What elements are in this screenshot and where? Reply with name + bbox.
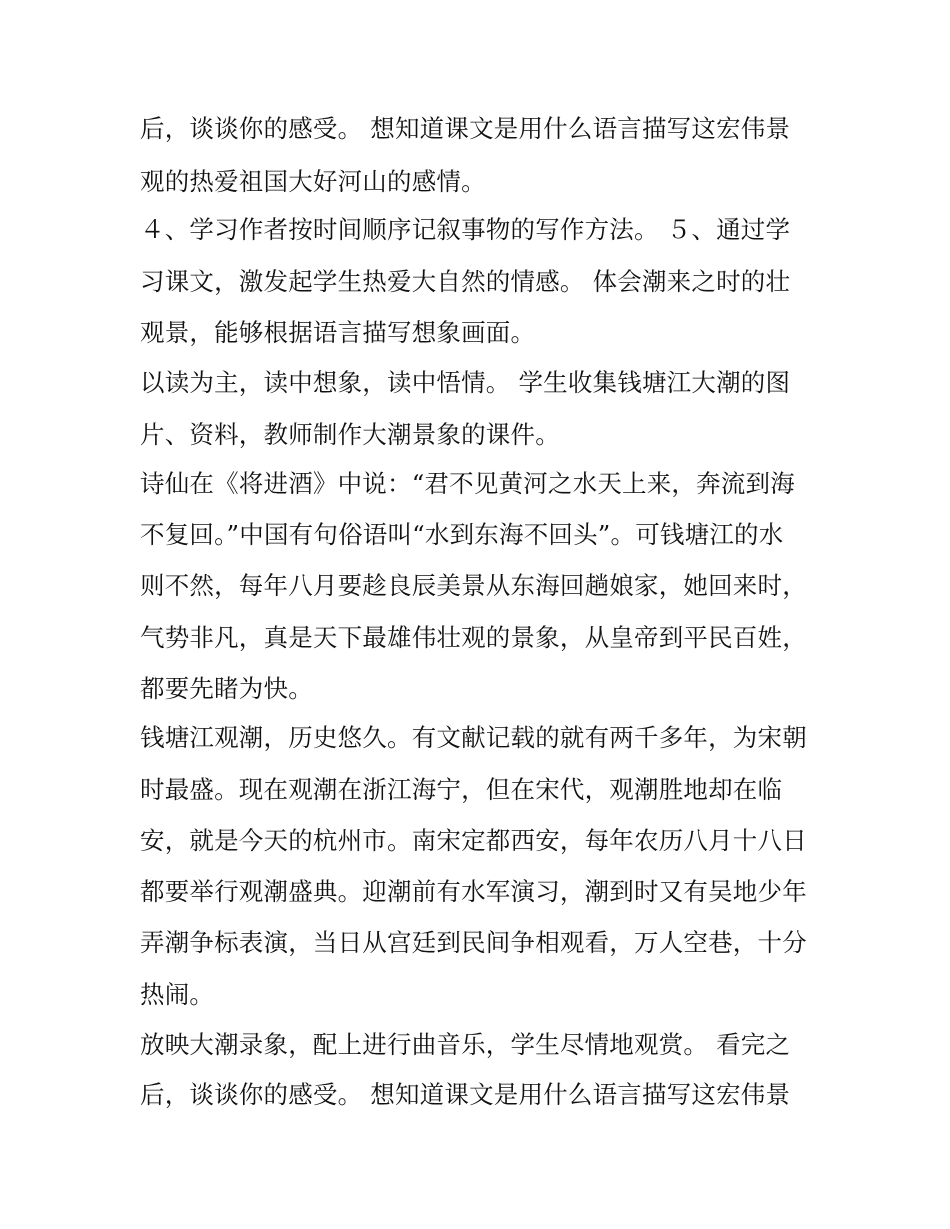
text-line: 弄潮争标表演，当日从宫廷到民间争相观看，万人空巷，十分 — [140, 928, 807, 957]
text-line: 都要先睹为快。 — [140, 674, 313, 703]
text-line: 以读为主，读中想象，读中悟情。 学生收集钱塘江大潮的图 — [140, 368, 791, 397]
text-line: 观景，能够根据语言描写想象画面。 — [140, 318, 536, 347]
text-line: 后，谈谈你的感受。 想知道课文是用什么语言描写这宏伟景 — [140, 1080, 791, 1109]
text-line: 习课文，激发起学生热爱大自然的情感。 体会潮来之时的壮 — [140, 267, 791, 296]
text-line: 不复回。”中国有句俗语叫“水到东海不回头”。可钱塘江的水 — [140, 520, 784, 549]
text-line: 观的热爱祖国大好河山的感情。 — [140, 167, 486, 196]
text-line: 热闹。 — [140, 980, 215, 1009]
text-line: 安，就是今天的杭州市。南宋定都西安，每年农历八月十八日 — [140, 826, 807, 855]
text-line: 则不然，每年八月要趁良辰美景从东海回趟娘家，她回来时， — [140, 571, 807, 600]
text-line: 放映大潮录象，配上进行曲音乐，学生尽情地观赏。 看完之 — [140, 1030, 791, 1059]
text-line: 时最盛。现在观潮在浙江海宁，但在宋代，观潮胜地却在临 — [140, 775, 783, 804]
text-line: 都要举行观潮盛典。迎潮前有水军演习，潮到时又有吴地少年 — [140, 877, 807, 906]
text-line: ４、学习作者按时间顺序记叙事物的写作方法。 ５、通过学 — [140, 215, 791, 244]
text-line: 片、资料，教师制作大潮景象的课件。 — [140, 420, 560, 449]
text-line: 后，谈谈你的感受。 想知道课文是用什么语言描写这宏伟景 — [140, 114, 791, 143]
text-line: 钱塘江观潮，历史悠久。有文献记载的就有两千多年，为宋朝 — [140, 723, 807, 752]
text-line: 气势非凡，真是天下最雄伟壮观的景象，从皇帝到平民百姓， — [140, 623, 807, 652]
text-line: 诗仙在《将进酒》中说：“君不见黄河之水天上来，奔流到海 — [140, 469, 795, 498]
